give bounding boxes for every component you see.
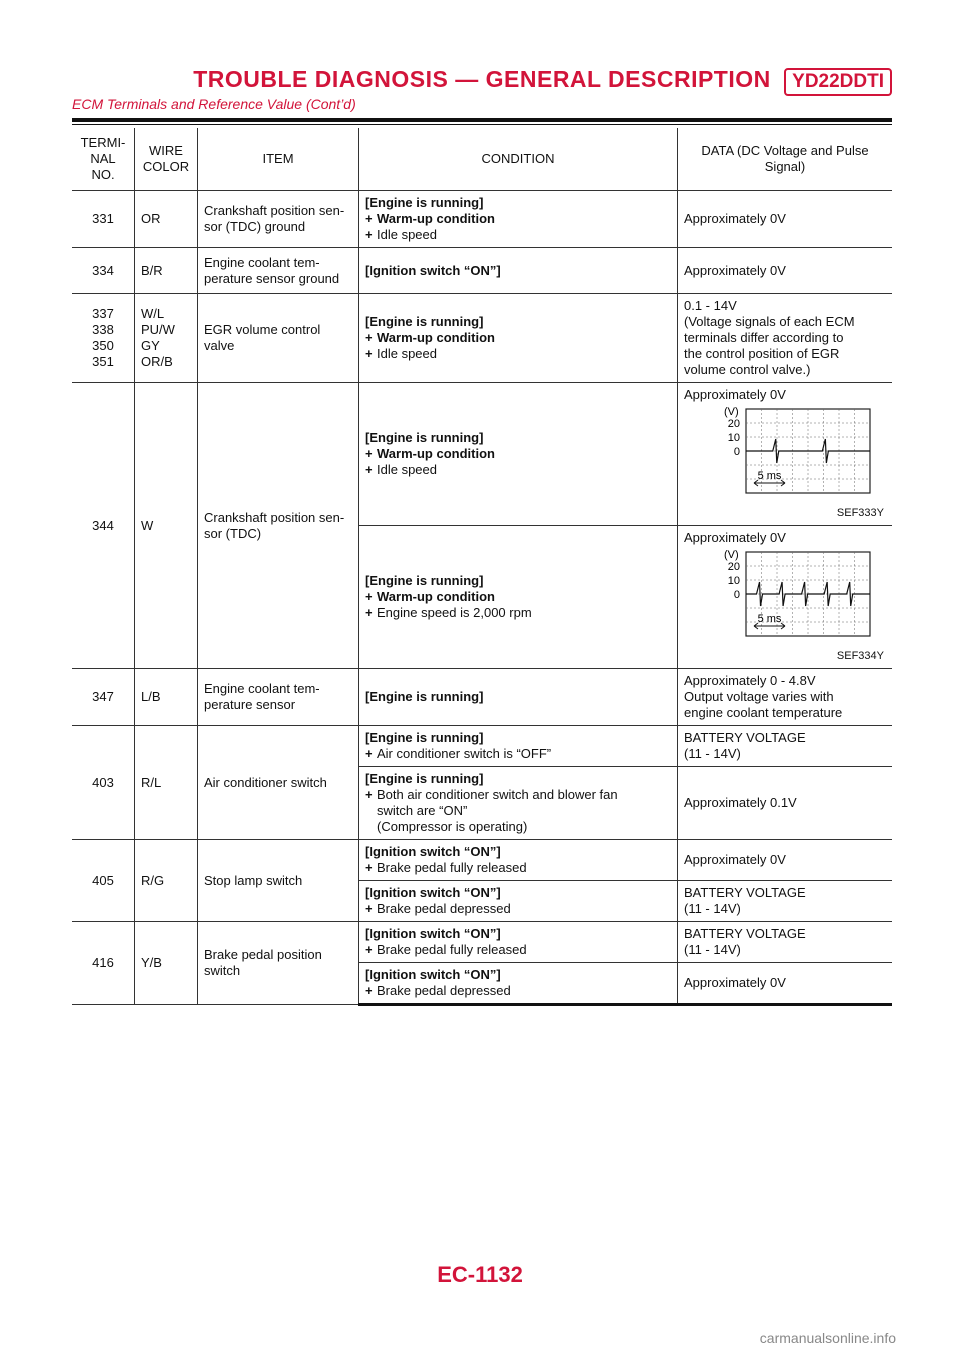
cell-condition (359, 669, 678, 726)
data-value: Approximately 0V (684, 211, 786, 226)
cell-wire-color: B/R (135, 248, 198, 294)
table-header-row (72, 128, 892, 191)
bullet-text: Engine speed is 2,000 rpm (377, 605, 532, 620)
cell-condition (359, 294, 678, 383)
waveform-figure (684, 546, 884, 664)
bullet-text: Air conditioner switch is “OFF” (377, 746, 552, 761)
cell-data (678, 881, 893, 922)
page-header (72, 66, 892, 126)
header-terminal: TERMI- NAL NO. (72, 128, 135, 191)
cell-item: Crankshaft position sen- sor (TDC) (198, 383, 359, 669)
bullet-text: Warm-up condition (377, 330, 495, 345)
waveform-figure (684, 403, 884, 521)
header-data: DATA (DC Voltage and Pulse Signal) (678, 128, 893, 191)
table-row (72, 840, 892, 881)
condition-heading: [Ignition switch “ON”] (365, 926, 501, 941)
condition-heading: [Engine is running] (365, 314, 484, 329)
table-row (72, 383, 892, 526)
table-body (72, 191, 892, 1005)
cell-condition (359, 248, 678, 294)
cell-condition (359, 526, 678, 669)
engine-badge: YD22DDTI (784, 68, 892, 96)
bullet-text: Brake pedal depressed (377, 983, 511, 998)
cell-item: Stop lamp switch (198, 840, 359, 922)
watermark: carmanualsonline.info (759, 1330, 896, 1346)
condition-heading: [Engine is running] (365, 430, 484, 445)
cell-wire-color: R/L (135, 726, 198, 840)
bullet-icon: + (365, 446, 373, 461)
waveform-tick-label: 0 (733, 589, 740, 601)
condition-bullet (365, 227, 671, 243)
table-row (72, 191, 892, 248)
bullet-text: Brake pedal depressed (377, 901, 511, 916)
condition-heading: [Engine is running] (365, 730, 484, 745)
cell-data (678, 767, 893, 840)
bullet-text: Idle speed (377, 346, 437, 361)
condition-heading: [Engine is running] (365, 573, 484, 588)
data-value: BATTERY VOLTAGE (11 - 14V) (684, 926, 806, 957)
bullet-text: Warm-up condition (377, 211, 495, 226)
cell-condition (359, 963, 678, 1005)
waveform-tick-label: 10 (727, 575, 740, 587)
condition-bullet (365, 942, 671, 958)
bullet-icon: + (365, 787, 373, 802)
cell-condition (359, 383, 678, 526)
cell-terminal: 334 (72, 248, 135, 294)
bullet-icon: + (365, 860, 373, 875)
bullet-text: Both air conditioner switch and blower fan switch are “ON” (Compressor is operating) (377, 787, 618, 834)
cell-data (678, 294, 893, 383)
cell-terminal: 344 (72, 383, 135, 669)
table-row (72, 922, 892, 963)
condition-heading: [Ignition switch “ON”] (365, 262, 501, 278)
data-value: Approximately 0 - 4.8V Output voltage varies with engine coolant temperature (684, 673, 843, 720)
bullet-text: Warm-up condition (377, 589, 495, 604)
cell-data (678, 383, 893, 526)
waveform-time-label: 5 ms (757, 470, 782, 482)
cell-item: Brake pedal position switch (198, 922, 359, 1005)
figure-id: SEF333Y (836, 507, 884, 519)
page-subtitle: ECM Terminals and Reference Value (Cont’d) (72, 96, 356, 112)
data-value: BATTERY VOLTAGE (11 - 14V) (684, 730, 806, 761)
data-value: Approximately 0V (684, 975, 786, 990)
cell-item: Crankshaft position sen- sor (TDC) ground (198, 191, 359, 248)
cell-condition (359, 840, 678, 881)
waveform-icon (684, 403, 884, 499)
waveform-unit-label: (V) (724, 549, 739, 561)
condition-bullet (365, 605, 671, 621)
table-row (72, 248, 892, 294)
cell-item: Air conditioner switch (198, 726, 359, 840)
cell-terminal: 337 338 350 351 (72, 294, 135, 383)
page-title: TROUBLE DIAGNOSIS — GENERAL DESCRIPTION (193, 66, 771, 92)
condition-bullet (365, 787, 671, 835)
figure-id: SEF334Y (836, 650, 884, 662)
bullet-icon: + (365, 211, 373, 226)
bullet-icon: + (365, 605, 373, 620)
cell-terminal: 347 (72, 669, 135, 726)
condition-bullet (365, 589, 671, 605)
data-value: Approximately 0V (684, 262, 786, 278)
bullet-icon: + (365, 227, 373, 242)
table-row (72, 669, 892, 726)
bullet-icon: + (365, 942, 373, 957)
waveform-time-label: 5 ms (757, 613, 782, 625)
condition-heading: [Ignition switch “ON”] (365, 885, 501, 900)
condition-bullet (365, 211, 671, 227)
data-value: Approximately 0V (684, 387, 786, 402)
condition-bullet (365, 462, 671, 478)
condition-bullet (365, 860, 671, 876)
data-value: Approximately 0V (684, 530, 786, 545)
table-row (72, 726, 892, 767)
cell-data (678, 840, 893, 881)
cell-condition (359, 767, 678, 840)
header-condition: CONDITION (359, 128, 678, 191)
header-rule-thin (72, 124, 892, 125)
condition-bullet (365, 983, 671, 999)
cell-item: EGR volume control valve (198, 294, 359, 383)
bullet-icon: + (365, 983, 373, 998)
bullet-icon: + (365, 330, 373, 345)
condition-heading: [Ignition switch “ON”] (365, 967, 501, 982)
condition-bullet (365, 746, 671, 762)
waveform-unit-label: (V) (724, 406, 739, 418)
bullet-text: Idle speed (377, 227, 437, 242)
bullet-icon: + (365, 346, 373, 361)
cell-wire-color: W (135, 383, 198, 669)
header-rule (72, 118, 892, 122)
bullet-icon: + (365, 589, 373, 604)
waveform-icon (684, 546, 884, 642)
condition-bullet (365, 346, 671, 362)
condition-heading: [Engine is running] (365, 771, 484, 786)
cell-terminal: 405 (72, 840, 135, 922)
waveform-tick-label: 20 (727, 418, 740, 430)
cell-wire-color: R/G (135, 840, 198, 922)
ecm-terminal-table (72, 128, 892, 1006)
cell-condition (359, 922, 678, 963)
bullet-text: Brake pedal fully released (377, 942, 527, 957)
cell-data (678, 922, 893, 963)
cell-data (678, 191, 893, 248)
cell-condition (359, 726, 678, 767)
data-value: 0.1 - 14V (Voltage signals of each ECM terminals differ according to the control position of EGR volume control valve.) (684, 298, 855, 377)
header-wire-color: WIRE COLOR (135, 128, 198, 191)
cell-wire-color: Y/B (135, 922, 198, 1005)
bullet-text: Brake pedal fully released (377, 860, 527, 875)
cell-data (678, 726, 893, 767)
condition-heading: [Ignition switch “ON”] (365, 844, 501, 859)
cell-terminal: 416 (72, 922, 135, 1005)
cell-condition (359, 881, 678, 922)
data-value: Approximately 0V (684, 852, 786, 867)
bullet-icon: + (365, 746, 373, 761)
bullet-icon: + (365, 462, 373, 477)
condition-bullet (365, 901, 671, 917)
table-row (72, 294, 892, 383)
cell-terminal: 403 (72, 726, 135, 840)
cell-data (678, 248, 893, 294)
cell-data (678, 526, 893, 669)
waveform-tick-label: 20 (727, 561, 740, 573)
cell-condition (359, 191, 678, 248)
waveform-tick-label: 0 (733, 446, 740, 458)
bullet-icon: + (365, 901, 373, 916)
data-value: Approximately 0.1V (684, 795, 797, 810)
condition-heading: [Engine is running] (365, 689, 484, 704)
cell-item: Engine coolant tem- perature sensor ground (198, 248, 359, 294)
bullet-text: Warm-up condition (377, 446, 495, 461)
data-value: BATTERY VOLTAGE (11 - 14V) (684, 885, 806, 916)
cell-item: Engine coolant tem- perature sensor (198, 669, 359, 726)
cell-wire-color: W/L PU/W GY OR/B (135, 294, 198, 383)
cell-wire-color: OR (135, 191, 198, 248)
condition-bullet (365, 446, 671, 462)
page-number: EC-1132 (437, 1262, 523, 1287)
condition-bullet (365, 330, 671, 346)
condition-heading: [Engine is running] (365, 195, 484, 210)
header-item: ITEM (198, 128, 359, 191)
cell-wire-color: L/B (135, 669, 198, 726)
bullet-text: Idle speed (377, 462, 437, 477)
waveform-tick-label: 10 (727, 432, 740, 444)
cell-terminal: 331 (72, 191, 135, 248)
cell-data (678, 963, 893, 1005)
cell-data (678, 669, 893, 726)
